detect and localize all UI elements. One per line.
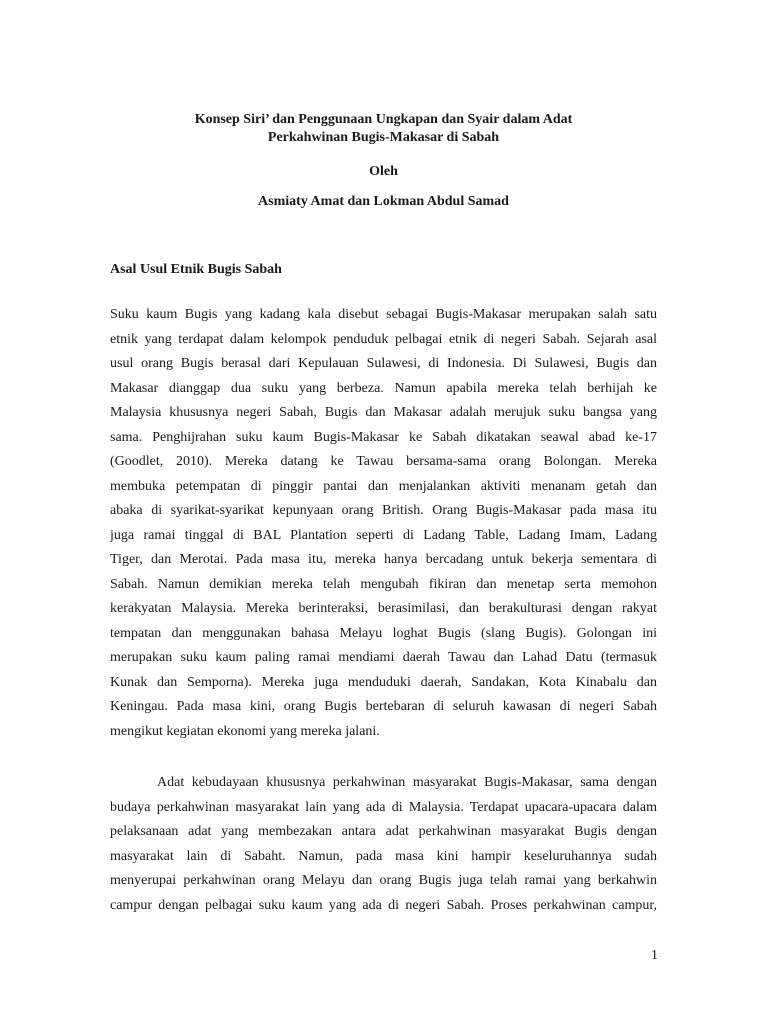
section-heading: Asal Usul Etnik Bugis Sabah — [110, 262, 282, 277]
paragraph-line: Malaysia khususnya negeri Sabah, Bugis dan Makasar adalah merujuk suku bangsa yang — [110, 405, 657, 420]
paragraph-line: Keningau. Pada masa kini, orang Bugis bertebaran di seluruh kawasan di negeri Sabah — [110, 699, 657, 714]
paragraph-line: menyerupai perkahwinan orang Melayu dan orang Bugis juga telah ramai yang berkahwin — [110, 873, 657, 888]
paragraph-line: pelaksanaan adat yang membezakan antara adat perkahwinan masyarakat Bugis dengan — [110, 824, 657, 839]
document-title — [110, 111, 657, 147]
paragraph-line: (Goodlet, 2010). Mereka datang ke Tawau bersama-sama orang Bolongan. Mereka — [110, 454, 657, 469]
paragraph-line: masyarakat lain di Sabaht. Namun, pada masa kini hampir keseluruhannya sudah — [110, 848, 657, 864]
title-line-2: Perkahwinan Bugis-Makasar di Sabah — [267, 130, 500, 145]
paragraph-line: Makasar dianggap dua suku yang berbeza. Namun apabila mereka telah berhijah ke — [110, 380, 657, 396]
page-number: 1 — [651, 948, 658, 963]
paragraph-line: sama. Penghijrahan suku kaum Bugis-Makasar ke Sabah dikatakan seawal abad ke-17 — [110, 429, 657, 445]
paragraph-line: membuka petempatan di pinggir pantai dan menjalankan aktiviti menanam getah dan — [110, 478, 657, 494]
paragraph-line: kerakyatan Malaysia. Mereka berinteraksi, berasimilasi, dan berakulturasi dengan rakyat — [110, 601, 657, 616]
title-line-1: Konsep Siri’ dan Penggunaan Ungkapan dan Syair dalam Adat — [194, 112, 573, 127]
paragraph-line: juga ramai tinggal di BAL Plantation seperti di Ladang Table, Ladang Imam, Ladang — [110, 527, 657, 543]
body-paragraph-2 — [110, 771, 657, 918]
paragraph-line: campur dengan pelbagai suku kaum yang ada di negeri Sabah. Proses perkahwinan campur, — [110, 897, 657, 913]
paragraph-line: usul orang Bugis berasal dari Kepulauan Sulawesi, di Indonesia. Di Sulawesi, Bugis dan — [110, 356, 657, 371]
paragraph-line: tempatan dan menggunakan bahasa Melayu loghat Bugis (slang Bugis). Golongan ini — [110, 625, 657, 641]
paragraph-line: Kunak dan Semporna). Mereka juga menduduki daerah, Sandakan, Kota Kinabalu dan — [110, 674, 657, 690]
paragraph-line: Sabah. Namun demikian mereka telah mengubah fikiran dan menetap serta memohon — [110, 576, 657, 592]
paragraph-line: Tiger, dan Merotai. Pada masa itu, mereka hanya bercadang untuk bekerja sementara di — [110, 552, 657, 567]
author-names: Asmiaty Amat dan Lokman Abdul Samad — [258, 194, 509, 209]
paragraph-line: Suku kaum Bugis yang kadang kala disebut sebagai Bugis-Makasar merupakan salah satu — [110, 307, 657, 322]
paragraph-line: budaya perkahwinan masyarakat lain yang ada di Malaysia. Terdapat upacara-upacara dalam — [110, 799, 657, 815]
paragraph-line: Adat kebudayaan khususnya perkahwinan masyarakat Bugis-Makasar, sama dengan — [157, 775, 657, 790]
by-label: Oleh — [369, 164, 398, 179]
paragraph-line: abaka di syarikat-syarikat kepunyaan orang British. Orang Bugis-Makasar pada masa itu — [110, 503, 657, 518]
paragraph-line: merupakan suku kaum paling ramai mendiami daerah Tawau dan Lahad Datu (termasuk — [110, 650, 657, 665]
paragraph-line: etnik yang terdapat dalam kelompok penduduk pelbagai etnik di negeri Sabah. Sejarah asal — [110, 331, 657, 347]
body-paragraph-1 — [110, 303, 657, 744]
paragraph-line: mengikut kegiatan ekonomi yang mereka jalani. — [110, 723, 380, 739]
